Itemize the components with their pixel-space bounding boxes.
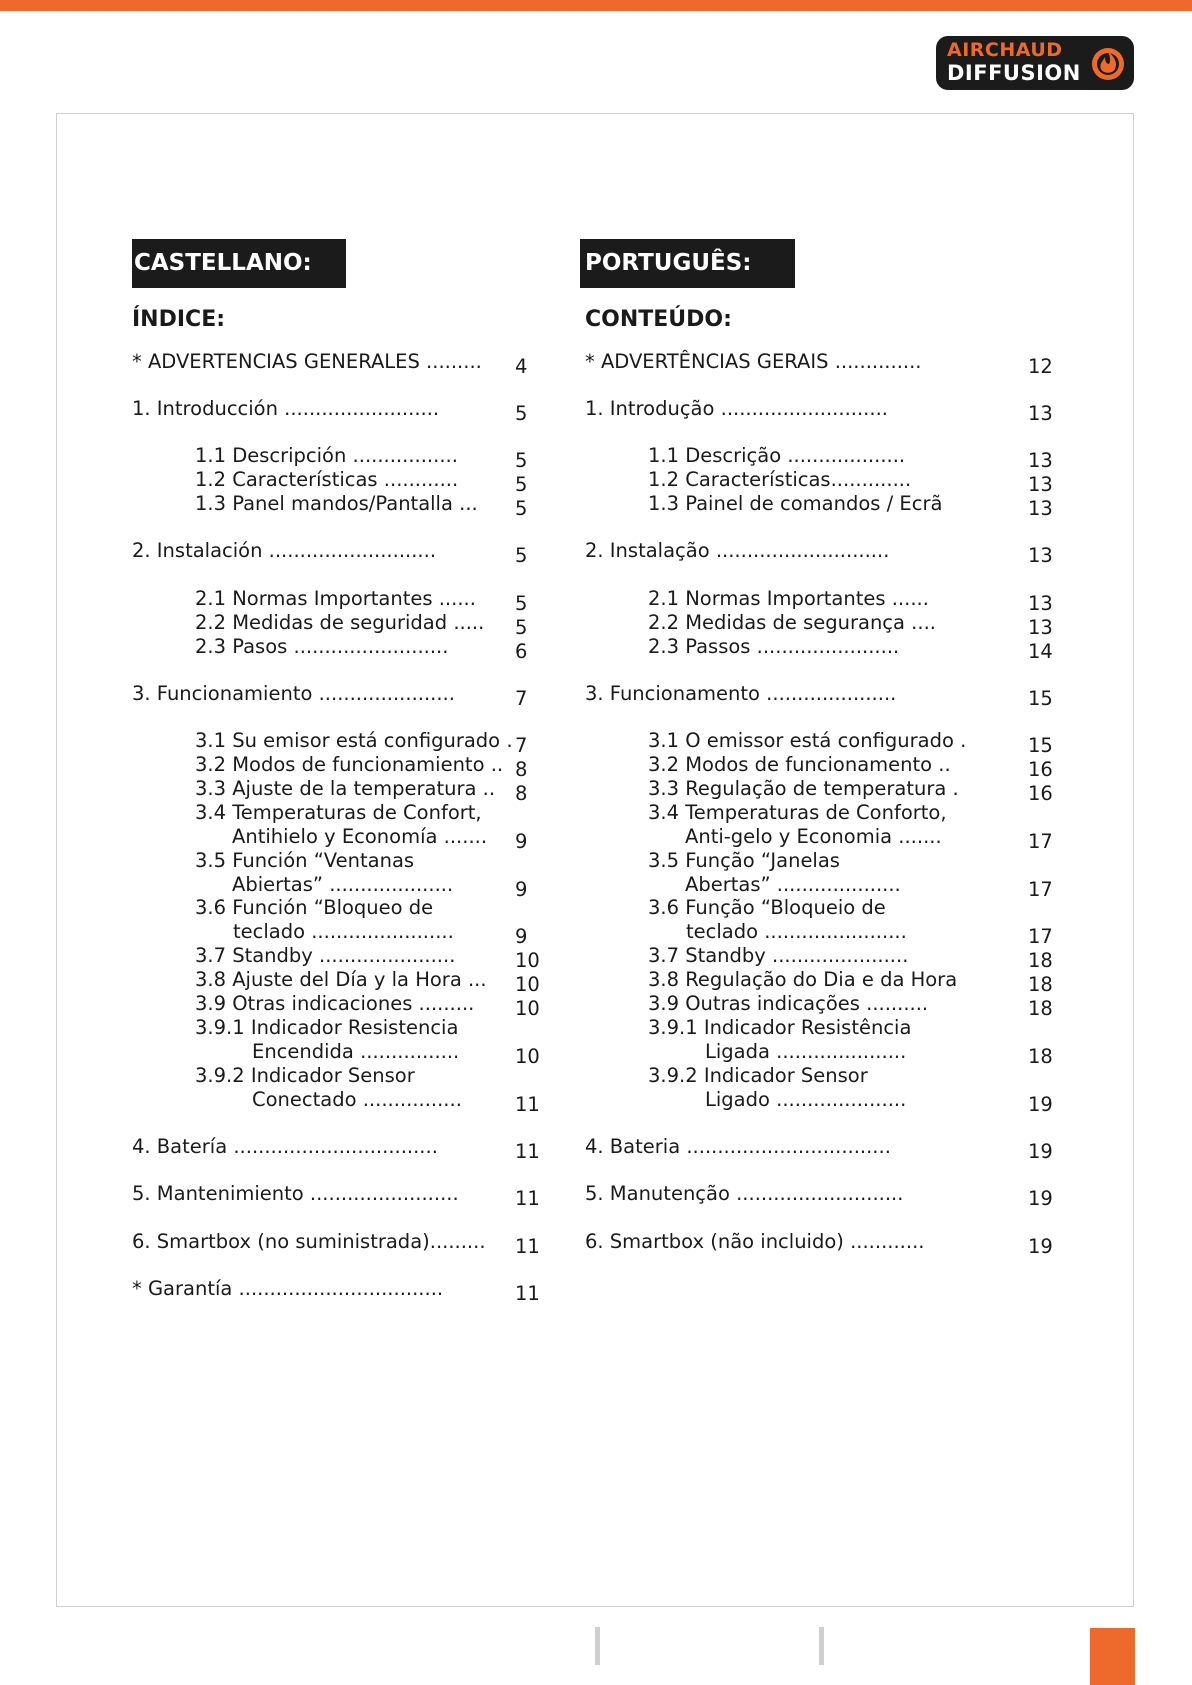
toc-entry-title: 3.9.2 Indicador Sensor <box>648 1064 868 1087</box>
toc-entry-title: * ADVERTENCIAS GENERALES ......... <box>132 350 482 373</box>
toc-entry-page: 7 <box>515 734 528 757</box>
toc-entry-page: 9 <box>515 878 528 901</box>
toc-entry-title: 2. Instalação ............................ <box>585 539 890 562</box>
toc-entry-page: 19 <box>1028 1093 1053 1116</box>
toc-entry-title: Ligado ..................... <box>705 1088 907 1111</box>
toc-entry-title: * ADVERTÊNCIAS GERAIS .............. <box>585 350 922 373</box>
toc-entry-page: 13 <box>1028 473 1053 496</box>
toc-entry-title: Anti-gelo y Economia ....... <box>685 825 942 848</box>
footer-divider <box>819 1627 824 1665</box>
toc-entry-page: 8 <box>515 782 528 805</box>
toc-entry-page: 14 <box>1028 640 1053 663</box>
toc-entry-title: 3.9 Outras indicações .......... <box>648 992 929 1015</box>
toc-entry-page: 13 <box>1028 592 1053 615</box>
toc-entry-title: 3.7 Standby ...................... <box>195 944 456 967</box>
toc-entry-title: 3.2 Modos de funcionamento .. <box>648 753 951 776</box>
toc-entry-page: 10 <box>515 973 540 996</box>
toc-entry-title: 1.2 Características ............ <box>195 468 459 491</box>
toc-entry-title: 3.1 O emissor está configurado . <box>648 729 967 752</box>
toc-entry-page: 13 <box>1028 497 1053 520</box>
toc-entry-title: 2.3 Passos ....................... <box>648 635 900 658</box>
toc-entry-page: 18 <box>1028 949 1053 972</box>
toc-entry-title: 2. Instalación ........................... <box>132 539 437 562</box>
toc-entry-page: 13 <box>1028 544 1053 567</box>
toc-entry-title: 1.3 Panel mandos/Pantalla ... <box>195 492 478 515</box>
toc-entry-page: 5 <box>515 592 528 615</box>
toc-entry-page: 5 <box>515 616 528 639</box>
toc-entry-title: 3.5 Função “Janelas <box>648 849 840 872</box>
toc-entry-page: 10 <box>515 1045 540 1068</box>
toc-entry-page: 13 <box>1028 402 1053 425</box>
toc-entry-title: 2.1 Normas Importantes ...... <box>648 587 929 610</box>
toc-entry-title: 1.1 Descripción ................. <box>195 444 458 467</box>
toc-entry-title: 5. Manutenção ........................... <box>585 1182 904 1205</box>
toc-entry-title: Abiertas” .................... <box>232 873 454 896</box>
toc-entry-title: 3.6 Função “Bloqueio de <box>648 896 886 919</box>
brand-line-2: DIFFUSION <box>947 61 1081 85</box>
toc-entry-title: Ligada ..................... <box>705 1040 907 1063</box>
toc-entry-title: 3.4 Temperaturas de Conforto, <box>648 801 947 824</box>
toc-entry-title: 3.5 Función “Ventanas <box>195 849 415 872</box>
index-heading: ÍNDICE: <box>132 307 226 332</box>
toc-entry-title: 3.3 Regulação de temperatura . <box>648 777 959 800</box>
toc-entry-title: Antihielo y Economía ....... <box>232 825 488 848</box>
toc-entry-page: 18 <box>1028 997 1053 1020</box>
toc-entry-title: 3.7 Standby ...................... <box>648 944 909 967</box>
toc-entry-title: 2.3 Pasos ......................... <box>195 635 449 658</box>
toc-entry-page: 11 <box>515 1235 540 1258</box>
toc-entry-title: 1.3 Painel de comandos / Ecrã <box>648 492 943 515</box>
toc-entry-title: 1.1 Descrição ................... <box>648 444 906 467</box>
toc-entry-page: 5 <box>515 449 528 472</box>
toc-entry-title: 6. Smartbox (no suministrada)......... <box>132 1230 486 1253</box>
toc-entry-page: 6 <box>515 640 528 663</box>
toc-entry-page: 9 <box>515 925 528 948</box>
toc-entry-title: 3.3 Ajuste de la temperatura .. <box>195 777 496 800</box>
toc-entry-page: 12 <box>1028 355 1053 378</box>
toc-entry-page: 19 <box>1028 1140 1053 1163</box>
toc-entry-page: 11 <box>515 1140 540 1163</box>
toc-entry-page: 7 <box>515 687 528 710</box>
toc-entry-title: teclado ....................... <box>686 920 907 943</box>
toc-entry-title: 3. Funcionamento ..................... <box>585 682 897 705</box>
toc-entry-title: 3.8 Regulação do Dia e da Hora <box>648 968 958 991</box>
toc-entry-title: 4. Bateria ................................. <box>585 1135 891 1158</box>
brand-line-1: AIRCHAUD <box>947 39 1063 61</box>
toc-entry-title: Encendida ................ <box>252 1040 460 1063</box>
toc-entry-page: 15 <box>1028 734 1053 757</box>
toc-entry-page: 18 <box>1028 1045 1053 1068</box>
index-heading: CONTEÚDO: <box>585 307 732 332</box>
toc-entry-page: 17 <box>1028 925 1053 948</box>
toc-entry-title: 1. Introducción ......................... <box>132 397 440 420</box>
toc-entry-title: 3.9.2 Indicador Sensor <box>195 1064 415 1087</box>
toc-entry-title: 3.2 Modos de funcionamiento .. <box>195 753 504 776</box>
toc-entry-title: 2.2 Medidas de segurança .... <box>648 611 936 634</box>
index-column-portugues <box>580 239 1053 1258</box>
toc-entry-title: 3.9.1 Indicador Resistência <box>648 1016 912 1039</box>
language-label: CASTELLANO: <box>132 239 346 288</box>
toc-entry-title: 1. Introdução ........................... <box>585 397 888 420</box>
toc-entry-page: 17 <box>1028 830 1053 853</box>
toc-entry-page: 11 <box>515 1093 540 1116</box>
toc-entry-page: 5 <box>515 544 528 567</box>
toc-entry-page: 13 <box>1028 449 1053 472</box>
toc-entry-title: teclado ....................... <box>233 920 454 943</box>
footer-divider <box>595 1627 600 1665</box>
toc-entry-title: 3. Funcionamiento ...................... <box>132 682 455 705</box>
index-column-castellano <box>132 239 552 1305</box>
toc-entry-page: 5 <box>515 473 528 496</box>
toc-entry-page: 8 <box>515 758 528 781</box>
language-label: PORTUGUÊS: <box>580 239 795 288</box>
toc-entry-page: 4 <box>515 355 528 378</box>
toc-entry-page: 5 <box>515 402 528 425</box>
toc-entry-title: 3.1 Su emisor está configurado . <box>195 729 513 752</box>
toc-entry-title: Conectado ................ <box>252 1088 462 1111</box>
toc-entry-title: 3.9.1 Indicador Resistencia <box>195 1016 459 1039</box>
toc-entry-title: 2.1 Normas Importantes ...... <box>195 587 476 610</box>
toc-entry-title: 3.4 Temperaturas de Confort, <box>195 801 482 824</box>
top-accent-bar <box>0 0 1192 11</box>
toc-entry-title: 3.9 Otras indicaciones ......... <box>195 992 475 1015</box>
page-corner-tab <box>1090 1628 1135 1685</box>
toc-entry-title: * Garantía ................................. <box>132 1277 444 1300</box>
toc-entry-title: 4. Batería ................................. <box>132 1135 438 1158</box>
toc-entry-title: 1.2 Características............. <box>648 468 912 491</box>
toc-entry-page: 19 <box>1028 1235 1053 1258</box>
toc-entry-page: 16 <box>1028 758 1053 781</box>
toc-entry-page: 10 <box>515 949 540 972</box>
toc-entry-title: 5. Mantenimiento ........................ <box>132 1182 459 1205</box>
toc-entry-page: 17 <box>1028 878 1053 901</box>
toc-entry-page: 11 <box>515 1187 540 1210</box>
flame-icon <box>1088 43 1128 83</box>
toc-entry-page: 19 <box>1028 1187 1053 1210</box>
toc-entry-page: 5 <box>515 497 528 520</box>
toc-entry-page: 13 <box>1028 616 1053 639</box>
toc-entry-page: 11 <box>515 1282 540 1305</box>
toc-entry-page: 16 <box>1028 782 1053 805</box>
toc-entry-page: 18 <box>1028 973 1053 996</box>
toc-entry-page: 9 <box>515 830 528 853</box>
toc-entry-title: 3.6 Función “Bloqueo de <box>195 896 434 919</box>
toc-entry-title: Abertas” .................... <box>685 873 901 896</box>
toc-entry-page: 10 <box>515 997 540 1020</box>
toc-entry-title: 6. Smartbox (não incluido) ............ <box>585 1230 925 1253</box>
toc-entry-title: 2.2 Medidas de seguridad ..... <box>195 611 485 634</box>
toc-entry-page: 15 <box>1028 687 1053 710</box>
brand-logo <box>936 36 1134 90</box>
toc-entry-title: 3.8 Ajuste del Día y la Hora ... <box>195 968 487 991</box>
